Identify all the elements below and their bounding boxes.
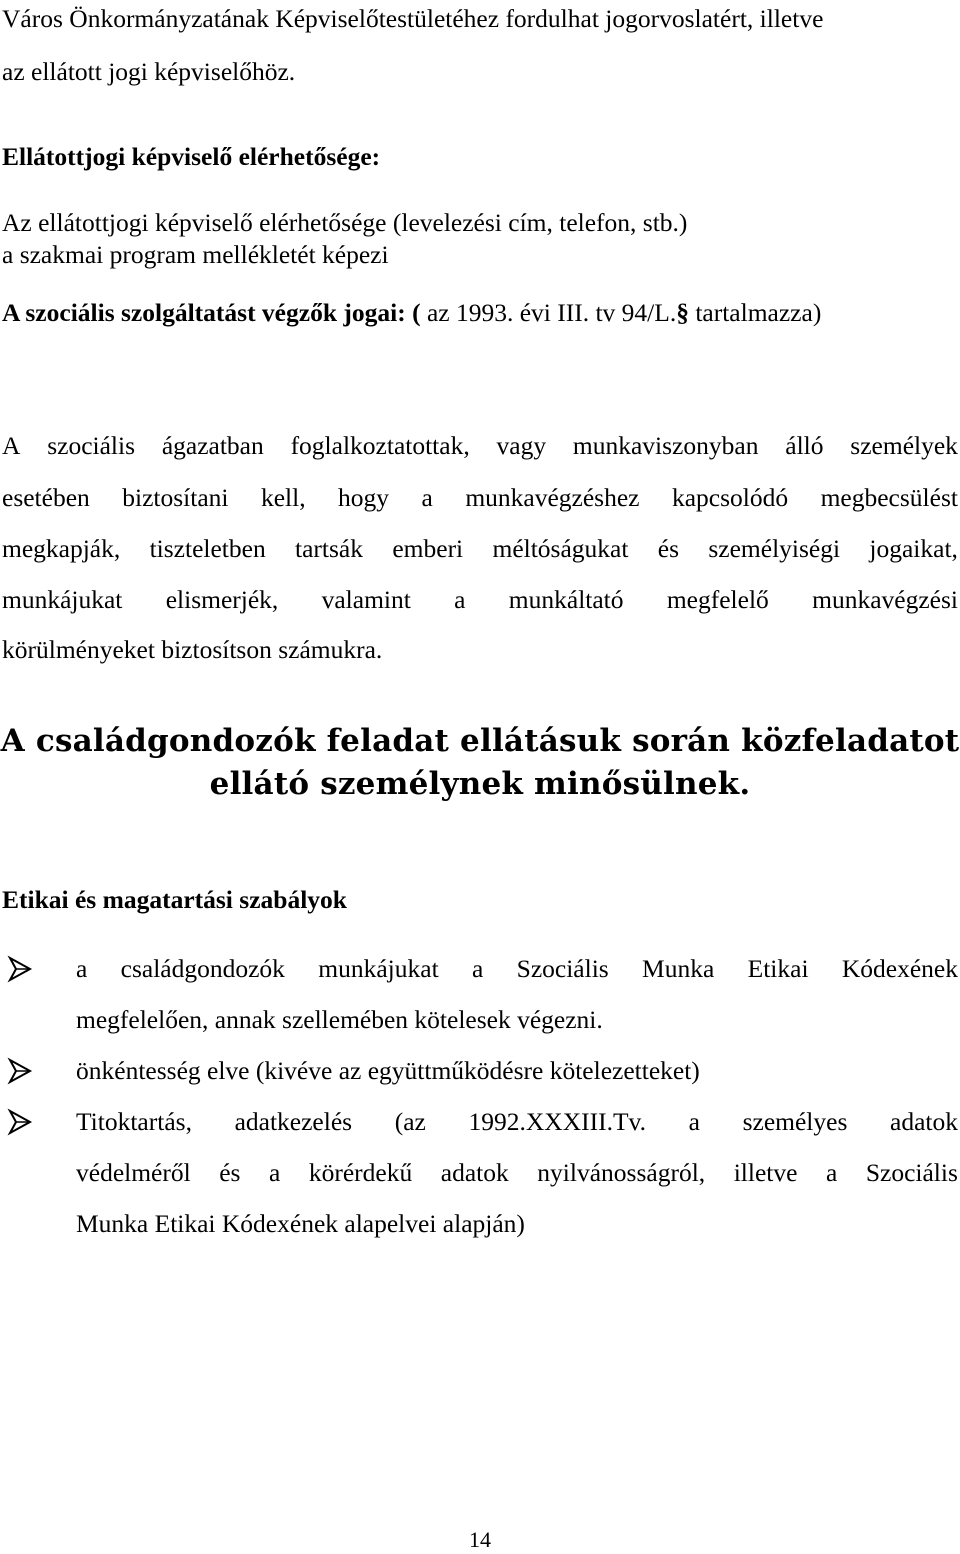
bullet-word: Etikai <box>747 954 809 983</box>
paragraph-word: és <box>657 534 680 563</box>
rights-heading <box>2 298 821 328</box>
paragraph-word: emberi <box>392 534 464 563</box>
paragraph-word: személyek <box>850 431 958 460</box>
ethics-item-3-line-2 <box>76 1158 958 1188</box>
bullet-word: a <box>688 1107 700 1136</box>
paragraph-word: személyiségi <box>708 534 841 563</box>
paragraph-word: megkapják, <box>2 534 121 563</box>
paragraph-word: a <box>454 585 466 614</box>
paragraph-word: foglalkoztatottak, <box>290 431 470 460</box>
ethics-heading: Etikai és magatartási szabályok <box>2 885 347 914</box>
paragraph-word: elismerjék, <box>165 585 279 614</box>
contact-line-2: a szakmai program mellékletét képezi <box>2 240 389 269</box>
paragraph-word: szociális <box>47 431 136 460</box>
bullet-word: adatkezelés <box>234 1107 353 1136</box>
bullet-word: (az <box>394 1107 426 1136</box>
paragraph-word: ágazatban <box>161 431 264 460</box>
paragraph-word: munkavégzési <box>812 585 958 614</box>
bullet-word: körérdekű <box>308 1158 413 1187</box>
bullet-word: Munka <box>642 954 715 983</box>
paragraph-word: munkaviszonyban <box>572 431 759 460</box>
bullet-word: adatok <box>890 1107 958 1136</box>
section-sign: § <box>676 298 689 327</box>
rights-paragraph-line-3 <box>2 534 958 564</box>
bullet-word: védelméről <box>76 1158 191 1187</box>
paragraph-word: munkáltató <box>508 585 624 614</box>
rights-heading-bold: A szociális szolgáltatást végzők jogai: ( <box>2 298 421 327</box>
rights-heading-end: tartalmazza) <box>688 298 822 327</box>
paragraph-word: méltóságukat <box>492 534 629 563</box>
paragraph-word: jogaikat, <box>869 534 958 563</box>
intro-line-2: az ellátott jogi képviselőhöz. <box>2 57 296 86</box>
bullet-word: a <box>269 1158 281 1187</box>
bullet-word: Szociális <box>865 1158 958 1187</box>
bullet-word: Kódexének <box>841 954 958 983</box>
page-number: 14 <box>469 1527 491 1552</box>
paragraph-word: megbecsülést <box>820 483 958 512</box>
paragraph-word: vagy <box>496 431 547 460</box>
bullet-word: a <box>471 954 484 983</box>
paragraph-word: esetében <box>2 483 90 512</box>
paragraph-word: valamint <box>321 585 411 614</box>
paragraph-word: kell, <box>260 483 306 512</box>
rights-paragraph-line-1 <box>2 431 958 461</box>
arrowhead-bullet-icon <box>4 954 34 984</box>
ethics-item-1-line-1 <box>76 954 958 984</box>
notice-line-2: ellátó személynek minősülnek. <box>209 766 751 802</box>
paragraph-word: biztosítani <box>122 483 229 512</box>
paragraph-word: álló <box>785 431 824 460</box>
notice-line-1: A családgondozók feladat ellátásuk során közfeladatot <box>0 723 960 759</box>
ethics-item-2-last: önkéntesség elve (kivéve az együttműködésre kötelezetteket) <box>76 1056 700 1085</box>
bullet-word: a <box>76 954 88 983</box>
arrowhead-bullet-icon <box>4 1056 34 1086</box>
paragraph-word: kapcsolódó <box>671 483 789 512</box>
bullet-word: illetve <box>733 1158 798 1187</box>
bullet-word: Szociális <box>516 954 609 983</box>
bullet-word: munkájukat <box>318 954 439 983</box>
paragraph-word: tiszteletben <box>149 534 266 563</box>
rights-paragraph-last: körülményeket biztosítson számukra. <box>2 635 383 664</box>
rights-paragraph-line-4 <box>2 585 958 615</box>
contact-line-1: Az ellátottjogi képviselő elérhetősége (levelezési cím, telefon, stb.) <box>2 208 688 237</box>
bullet-word: adatok <box>440 1158 509 1187</box>
bullet-word: a <box>825 1158 838 1187</box>
bullet-word: nyilvánosságról, <box>537 1158 706 1187</box>
ethics-item-3-last: Munka Etikai Kódexének alapelvei alapján) <box>76 1209 525 1238</box>
paragraph-word: megfelelő <box>666 585 769 614</box>
paragraph-word: a <box>421 483 433 512</box>
contact-heading: Ellátottjogi képviselő elérhetősége: <box>2 142 381 171</box>
paragraph-word: munkájukat <box>2 585 123 614</box>
bullet-word: és <box>219 1158 241 1187</box>
bullet-word: személyes <box>742 1107 848 1136</box>
bullet-word: családgondozók <box>120 954 285 983</box>
intro-line-1: Város Önkormányzatának Képviselőtestületéhez fordulhat jogorvoslatért, illetve <box>2 4 824 33</box>
paragraph-word: tartsák <box>295 534 364 563</box>
bullet-word: 1992.XXXIII.Tv. <box>468 1107 647 1136</box>
arrowhead-bullet-icon <box>4 1107 34 1137</box>
paragraph-word: A <box>2 431 21 460</box>
paragraph-word: hogy <box>338 483 390 512</box>
rights-heading-rest: az 1993. évi III. tv 94/L. <box>420 298 677 327</box>
ethics-item-3-line-1 <box>76 1107 958 1137</box>
bullet-word: Titoktartás, <box>76 1107 192 1136</box>
ethics-item-1-last: megfelelően, annak szellemében kötelesek végezni. <box>76 1005 603 1034</box>
paragraph-word: munkavégzéshez <box>465 483 640 512</box>
rights-paragraph-line-2 <box>2 483 958 513</box>
